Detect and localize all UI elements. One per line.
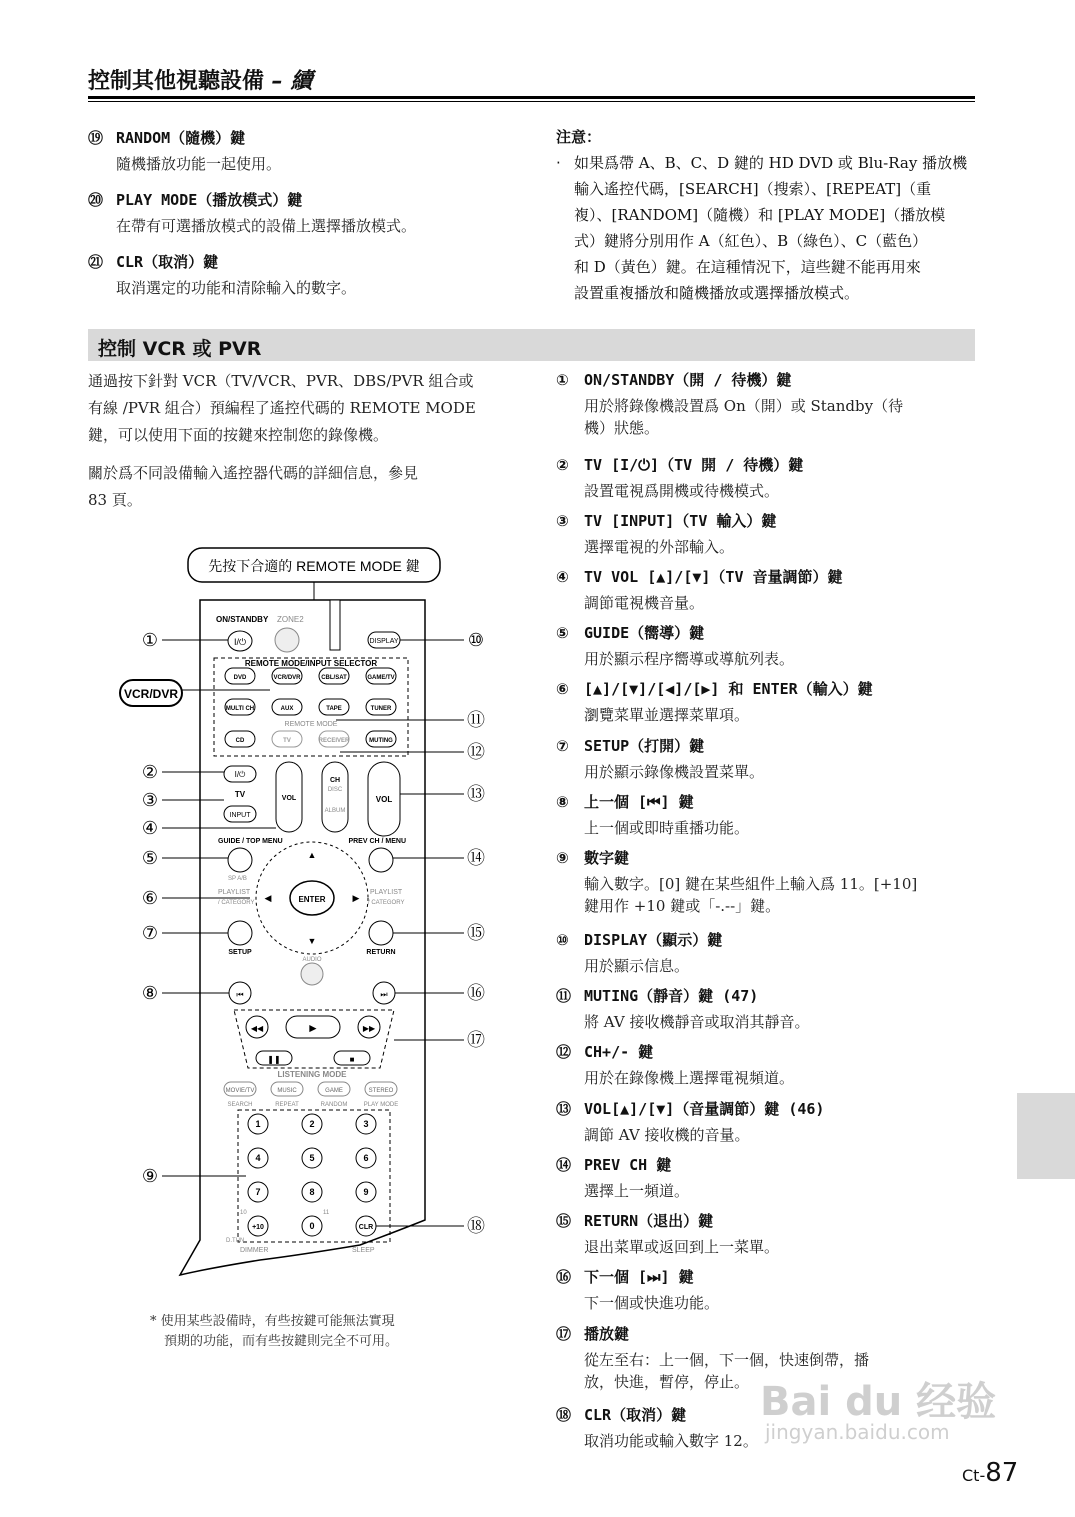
- category-left-label: / CATEGORY: [218, 900, 255, 906]
- callout-number: ①: [141, 630, 159, 650]
- item-desc: 選擇電視的外部輸入。: [584, 538, 735, 556]
- item-title: CLR（取消）鍵: [116, 253, 219, 271]
- footnote-line: 預期的功能，而有些按鍵則完全不可用。: [164, 1334, 399, 1349]
- callout-number: ⑤: [141, 848, 159, 868]
- listening-mode-sublabel: REPEAT: [275, 1102, 299, 1108]
- note-line: 設置重複播放和隨機播放或選擇播放模式。: [574, 284, 860, 302]
- key-item: [556, 567, 976, 613]
- thumb-tab: [1017, 1093, 1075, 1179]
- number-key-label: CLR: [358, 1224, 374, 1231]
- callout-number: ⑪: [467, 710, 485, 730]
- intro-line: 通過按下針對 VCR（TV/VCR、PVR、DBS/PVR 組合或: [88, 372, 474, 390]
- return-button: [369, 921, 393, 945]
- listening-label: LISTENING MODE: [277, 1070, 347, 1079]
- note-line: 和 D（黃色）鍵。在這種情況下，這些鍵不能再用來: [574, 258, 921, 276]
- item-desc: 將 AV 接收機靜音或取消其靜音。: [584, 1013, 810, 1031]
- disc-label: DISC: [327, 787, 343, 793]
- guide-label: GUIDE / TOP MENU: [218, 838, 283, 845]
- item-number: ①: [556, 371, 569, 389]
- top-item-21: [88, 252, 528, 298]
- return-label: RETURN: [366, 949, 396, 956]
- item-number: ⑰: [556, 1325, 572, 1343]
- remote-mode-button-label: MUTING: [369, 738, 393, 744]
- item-desc: 用於顯示錄像機設置菜單。: [584, 763, 765, 781]
- tv-input-label: INPUT: [229, 812, 251, 819]
- section-band: [88, 329, 975, 361]
- item-number: ⑧: [556, 793, 569, 811]
- header-title: 控制其他視聽設備: [88, 69, 265, 94]
- item-title: 數字鍵: [584, 849, 630, 867]
- item-title: 下一個 [⏭] 鍵: [584, 1268, 694, 1286]
- remote-antenna: [330, 600, 340, 650]
- item-desc: 選擇上一頻道。: [584, 1182, 690, 1200]
- item-desc: 退出菜單或返回到上一菜單。: [584, 1238, 780, 1256]
- listening-mode-sublabel: RANDOM: [320, 1102, 348, 1108]
- item-number: ⑲: [88, 129, 104, 147]
- number-key-label: 3: [363, 1119, 369, 1129]
- remote-mode-button-label: AUX: [280, 706, 294, 712]
- callout-number: ⑭: [467, 848, 485, 868]
- item-number: ⑩: [556, 931, 569, 949]
- item-title: 播放鍵: [584, 1325, 630, 1343]
- setup-label: SETUP: [228, 949, 252, 956]
- number-key-label: 6: [363, 1153, 369, 1163]
- prev-symbol: ⏮: [236, 990, 244, 999]
- rewind-symbol: ◀◀: [250, 1024, 264, 1033]
- number-key-label: +10: [252, 1224, 264, 1231]
- note-bullet: ·: [556, 154, 561, 172]
- item-number: ③: [556, 512, 569, 530]
- header-rule-thin: [88, 101, 975, 102]
- item-number: ⑬: [556, 1100, 572, 1118]
- zone2-label: ZONE2: [277, 615, 304, 624]
- callout-number: ⑩: [467, 630, 485, 650]
- remote-mode-button-label: TUNER: [370, 706, 392, 712]
- item-desc: 從左至右：上一個，下一個，快速倒帶，播: [584, 1351, 870, 1369]
- tv-power-symbol: I/⏻: [234, 770, 246, 779]
- number-key-label: 9: [363, 1187, 369, 1197]
- callout-number: ⑯: [467, 983, 485, 1003]
- nav-left-arrow: ◀: [264, 893, 272, 903]
- watermark-logo: Bai du 经验: [760, 1379, 997, 1425]
- listening-mode-sublabel: PLAY MODE: [363, 1102, 399, 1108]
- onstandby-symbol: I/⏻: [233, 637, 247, 647]
- key-item: [556, 930, 976, 976]
- listening-mode-label: GAME: [325, 1088, 343, 1094]
- note-line: 式）鍵將分別用作 A（紅色）、B（綠色）、C（藍色）: [574, 232, 928, 250]
- item-desc: 用於將錄像機設置爲 On（開）或 Standby（待: [584, 397, 904, 415]
- callout-number: ⑦: [141, 923, 159, 943]
- note-line: 輸入遙控代碼，[SEARCH]（搜索）、[REPEAT]（重: [574, 180, 932, 198]
- audio-button: [301, 963, 323, 985]
- remote-mode-button-label: MULTI CH: [225, 706, 255, 712]
- remote-mode-button-label: GAME/TV: [367, 675, 395, 681]
- listening-mode-label: STEREO: [368, 1088, 394, 1094]
- item-desc: 用於在錄像機上選擇電視頻道。: [584, 1069, 795, 1087]
- page-num: 87: [985, 1458, 1019, 1488]
- remote-mode-button-label: CD: [235, 738, 245, 744]
- nav-right-arrow: ▶: [352, 893, 360, 903]
- number-key-label: 0: [309, 1221, 315, 1231]
- item-title: RETURN（退出）鍵: [584, 1212, 714, 1230]
- top-item-20: [88, 190, 528, 236]
- callout-number: ②: [141, 762, 159, 782]
- page-prefix: Ct-: [962, 1466, 986, 1485]
- playlist-right-label: PLAYLIST: [370, 889, 403, 896]
- tv-vol-label: VOL: [281, 795, 297, 802]
- callout-number: ⑥: [141, 888, 159, 908]
- item-title: PLAY MODE（播放模式）鍵: [116, 191, 303, 209]
- key-item: [556, 370, 976, 438]
- item-desc: 取消功能或輸入數字 12。: [584, 1432, 758, 1450]
- footnote-line: * 使用某些設備時，有些按鍵可能無法實現: [150, 1314, 395, 1329]
- item-number: ⑥: [556, 680, 569, 698]
- callout-number: ⑱: [467, 1216, 485, 1236]
- item-desc: 放，快進，暫停，停止。: [584, 1373, 750, 1391]
- intro-line: 83 頁。: [88, 491, 142, 509]
- item-desc: 用於顯示程序嚮導或導航列表。: [584, 650, 795, 668]
- nav-up-arrow: ▲: [307, 850, 317, 860]
- intro-line: 鍵，可以使用下面的按鍵來控制您的錄像機。: [88, 426, 389, 444]
- watermark-url: jingyan.baidu.com: [765, 1420, 950, 1444]
- item-title: TV VOL [▲]/[▼]（TV 音量調節）鍵: [584, 568, 843, 586]
- key-item: [556, 1211, 976, 1257]
- key-item: [556, 679, 976, 725]
- page-number: [962, 1458, 1018, 1488]
- dtun-label: D.TUN: [226, 1238, 245, 1244]
- item-desc: 下一個或快進功能。: [584, 1294, 720, 1312]
- note-line: 如果爲帶 A、B、C、D 鍵的 HD DVD 或 Blu-Ray 播放機: [574, 154, 968, 172]
- page-header: [88, 64, 312, 95]
- note-line: 複）、[RANDOM]（隨機）和 [PLAY MODE]（播放模: [574, 206, 946, 224]
- item-title: TV [I/⏻]（TV 開 / 待機）鍵: [584, 456, 804, 474]
- item-number: ⑪: [556, 987, 572, 1005]
- intro-line: 關於爲不同設備輸入遙控器代碼的詳細信息，參見: [88, 464, 419, 482]
- guide-button: [228, 848, 252, 872]
- item-desc: 上一個或即時重播功能。: [584, 819, 750, 837]
- callout-number: ⑧: [141, 983, 159, 1003]
- key-item: [556, 792, 976, 838]
- callout-number: ⑬: [467, 784, 485, 804]
- dimmer-label: DIMMER: [240, 1247, 269, 1254]
- callout-number: ④: [141, 818, 159, 838]
- audio-label: AUDIO: [302, 957, 322, 963]
- key-item: [556, 1155, 976, 1201]
- prevch-button: [369, 848, 393, 872]
- item-number: ④: [556, 568, 569, 586]
- item-number: ⑫: [556, 1043, 572, 1061]
- key-item: [556, 1267, 976, 1313]
- note-block: [556, 124, 976, 306]
- callout-number: ③: [141, 790, 159, 810]
- pause-symbol: ❚❚: [267, 1055, 281, 1064]
- key-item: [556, 1042, 976, 1088]
- item-title: 上一個 [⏮] 鍵: [584, 793, 694, 811]
- remote-mode-label: REMOTE MODE: [284, 721, 338, 728]
- key-item: [556, 511, 976, 557]
- key-item: [556, 848, 976, 916]
- callout-number: ⑫: [467, 742, 485, 762]
- tv-label: TV: [234, 790, 246, 799]
- item-title: CLR（取消）鍵: [584, 1406, 687, 1424]
- category-right-label: / CATEGORY: [368, 900, 405, 906]
- item-desc: 設置電視爲開機或待機模式。: [584, 482, 780, 500]
- item-desc: 調節 AV 接收機的音量。: [584, 1126, 750, 1144]
- ffwd-symbol: ▶▶: [362, 1024, 376, 1033]
- item-desc: 取消選定的功能和清除輸入的數字。: [116, 279, 357, 297]
- item-desc: 調節電視機音量。: [584, 594, 705, 612]
- sleep-label: SLEEP: [352, 1247, 375, 1254]
- callout-number: ⑨: [141, 1166, 159, 1186]
- key-item: [556, 1099, 976, 1145]
- top-item-19: [88, 128, 528, 174]
- enter-label: ENTER: [298, 895, 326, 904]
- next-symbol: ⏭: [380, 990, 388, 999]
- play-symbol: ►: [307, 1021, 319, 1035]
- header-suffix: – 續: [264, 69, 313, 94]
- item-desc: 輸入數字。[0] 鍵在某些組件上輸入爲 11。[+10]: [584, 875, 918, 893]
- listening-mode-sublabel: SEARCH: [227, 1102, 253, 1108]
- number-key-label: 1: [255, 1119, 261, 1129]
- callout-number: ⑰: [467, 1030, 485, 1050]
- item-title: CH+/- 鍵: [584, 1043, 654, 1061]
- header-rule: [88, 96, 975, 99]
- key-item: [556, 736, 976, 782]
- playlist-left-label: PLAYLIST: [218, 889, 251, 896]
- intro-paragraph-1: [88, 368, 518, 449]
- ten-label: 10: [240, 1210, 247, 1216]
- item-number: ⑮: [556, 1212, 572, 1230]
- note-label: 注意：: [556, 128, 602, 146]
- prevch-label: PREV CH / MENU: [348, 838, 406, 845]
- item-title: SETUP（打開）鍵: [584, 737, 705, 755]
- setup-button: [228, 921, 252, 945]
- section-title: 控制 VCR 或 PVR: [98, 338, 262, 360]
- onstandby-label: ON/STANDBY: [216, 615, 269, 624]
- zone2-button: [275, 628, 299, 652]
- item-title: VOL[▲]/[▼]（音量調節）鍵 (46): [584, 1100, 825, 1118]
- intro-line: 有線 /PVR 組合）預編程了遙控代碼的 REMOTE MODE: [88, 399, 476, 417]
- number-key-label: 8: [309, 1187, 315, 1197]
- remote-diagram: [100, 540, 520, 1300]
- key-item: [556, 986, 976, 1032]
- remote-mode-button-label: CBL/SAT: [321, 675, 347, 681]
- nav-down-arrow: ▼: [307, 936, 317, 946]
- remote-mode-button-label: DVD: [233, 675, 247, 681]
- eleven-label: 11: [323, 1210, 330, 1216]
- stop-symbol: ■: [349, 1055, 355, 1064]
- item-title: TV [INPUT]（TV 輸入）鍵: [584, 512, 777, 530]
- item-number: ⑨: [556, 849, 569, 867]
- item-title: [▲]/[▼]/[◀]/[▶] 和 ENTER（輸入）鍵: [584, 680, 873, 698]
- item-desc: 機）狀態。: [584, 419, 660, 437]
- item-number: ⑯: [556, 1268, 572, 1286]
- item-number: ⑤: [556, 624, 569, 642]
- key-item: [556, 455, 976, 501]
- number-key-label: 4: [255, 1153, 261, 1163]
- item-desc: 用於顯示信息。: [584, 957, 690, 975]
- remote-mode-button-label: TV: [283, 738, 291, 744]
- item-desc: 瀏覽菜單並選擇菜單項。: [584, 706, 750, 724]
- callout-number: ⑮: [467, 923, 485, 943]
- number-key-label: 2: [309, 1119, 315, 1129]
- item-title: DISPLAY（顯示）鍵: [584, 931, 723, 949]
- album-label: ALBUM: [324, 808, 346, 814]
- display-label: DISPLAY: [369, 638, 399, 645]
- selector-label: REMOTE MODE/INPUT SELECTOR: [244, 659, 378, 668]
- item-title: MUTING（靜音）鍵 (47): [584, 987, 759, 1005]
- number-key-label: 7: [255, 1187, 261, 1197]
- spab-label: SP A/B: [228, 876, 247, 882]
- vcr-callout-label: VCR/DVR: [123, 687, 179, 701]
- listening-mode-label: MUSIC: [277, 1088, 297, 1094]
- item-title: GUIDE（嚮導）鍵: [584, 624, 705, 642]
- intro-paragraph-2: [88, 460, 518, 514]
- key-item: [556, 623, 976, 669]
- item-number: ⑱: [556, 1406, 572, 1424]
- item-number: ㉑: [88, 253, 104, 271]
- item-title: RANDOM（隨機）鍵: [116, 129, 246, 147]
- item-title: PREV CH 鍵: [584, 1156, 672, 1174]
- item-desc: 隨機播放功能一起使用。: [116, 155, 282, 173]
- item-number: ⑦: [556, 737, 569, 755]
- remote-mode-button-label: TAPE: [326, 706, 342, 712]
- item-number: ⑭: [556, 1156, 572, 1174]
- footnote: [150, 1312, 398, 1352]
- item-number: ⑳: [88, 191, 104, 209]
- item-title: ON/STANDBY（開 / 待機）鍵: [584, 371, 792, 389]
- listening-mode-label: MOVIE/TV: [225, 1088, 255, 1094]
- item-desc: 鍵用作 +10 鍵或「-.--」鍵。: [584, 897, 781, 915]
- remote-mode-button-label: VCR/DVR: [273, 675, 301, 681]
- ch-rocker: [322, 762, 348, 832]
- number-key-label: 5: [309, 1153, 315, 1163]
- vol-label: VOL: [375, 795, 393, 804]
- item-desc: 在帶有可選播放模式的設備上選擇播放模式。: [116, 217, 417, 235]
- callout-text: 先按下合適的 REMOTE MODE 鍵: [208, 558, 420, 574]
- remote-mode-button-label: RECEIVER: [318, 738, 350, 744]
- item-number: ②: [556, 456, 569, 474]
- ch-label: CH: [329, 777, 341, 784]
